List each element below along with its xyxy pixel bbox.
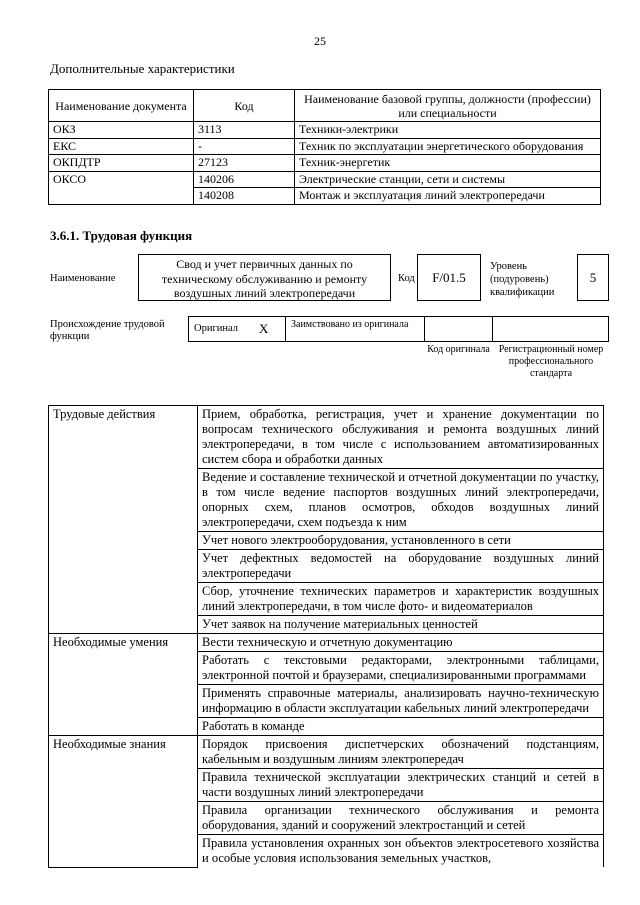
cell-doc: ОКПДТР (49, 155, 194, 172)
list-item: Правила организации технического обслуживания и ремонта оборудования, зданий и сооружений электростанций и сетей (198, 802, 604, 835)
cell-code: 140206 (194, 171, 295, 188)
list-item: Ведение и составление технической и отчетной документации по участку, в том числе ведение паспортов воздушных линий электропередачи, опорных схем, планов осмотров, обходов воздушных линий электропередачи, схем подъезда к ним (198, 469, 604, 532)
list-item: Учет заявок на получение материальных ценностей (198, 616, 604, 634)
code-original-cell (424, 316, 493, 342)
category-required-skills: Необходимые умения (49, 634, 198, 736)
table-header-row (49, 90, 601, 122)
cell-name: Техники-электрики (295, 122, 601, 139)
code-box (417, 254, 481, 301)
origin-label: Происхождение трудовой функции (50, 319, 165, 342)
table-row (49, 634, 604, 652)
category-required-knowledge: Необходимые знания (49, 736, 198, 868)
cell-code: - (194, 138, 295, 155)
additional-characteristics-table (48, 89, 601, 205)
cell-doc: ОКСО (49, 171, 194, 204)
header-document: Наименование документа (49, 90, 194, 122)
additional-characteristics-title: Дополнительные характеристики (50, 61, 235, 76)
labor-function-table (48, 405, 604, 868)
level-box (577, 254, 609, 301)
borrowed-label: Заимствовано из оригинала (291, 319, 409, 330)
cell-code: 3113 (194, 122, 295, 139)
level-label: Уровень (подуровень) квалификации (490, 261, 555, 298)
cell-code: 27123 (194, 155, 295, 172)
list-item: Работать с текстовыми редакторами, электронными таблицами, электронной почтой и браузерами, специализированными программами (198, 652, 604, 685)
list-item: Правила технической эксплуатации электрических станций и сетей в части воздушных линий электропередачи (198, 769, 604, 802)
header-code: Код (194, 90, 295, 122)
cell-name: Электрические станции, сети и системы (295, 171, 601, 188)
category-labor-actions: Трудовые действия (49, 406, 198, 634)
code-original-label: Код оригинала (427, 344, 490, 355)
cell-name: Техник по эксплуатации энергетического оборудования (295, 138, 601, 155)
header-group-name: Наименование базовой группы, должности (профессии) или специальности (295, 90, 601, 122)
cell-name: Техник-энергетик (295, 155, 601, 172)
list-item: Применять справочные материалы, анализировать научно-техническую информацию в области эксплуатации кабельных линий электропередачи (198, 685, 604, 718)
borrowed-cell (285, 316, 425, 342)
table-row (49, 406, 604, 469)
table-row (49, 736, 604, 769)
code-value: F/01.5 (432, 270, 466, 285)
list-item: Правила установления охранных зон объектов электросетевого хозяйства и особые условия использования земельных участков, (198, 835, 604, 868)
table-row (49, 171, 601, 188)
cell-name: Монтаж и эксплуатация линий электропередачи (295, 188, 601, 205)
original-label: Оригинал (194, 323, 238, 334)
list-item: Сбор, уточнение технических параметров и характеристик воздушных линий электропередачи, в том числе фото- и видеоматериалов (198, 583, 604, 616)
list-item: Учет дефектных ведомостей на оборудование воздушных линий электропередачи (198, 550, 604, 583)
list-item: Учет нового электрооборудования, установленного в сети (198, 532, 604, 550)
table-row (49, 155, 601, 172)
reg-number-cell (492, 316, 609, 342)
cell-doc: ОКЗ (49, 122, 194, 139)
name-label: Наименование (50, 273, 116, 284)
code-label: Код (398, 273, 415, 284)
section-title: 3.6.1. Трудовая функция (50, 228, 193, 243)
list-item: Вести техническую и отчетную документацию (198, 634, 604, 652)
function-name-box: Свод и учет первичных данных по техническому обслуживанию и ремонту воздушных линий электропередачи (138, 254, 391, 301)
cell-code: 140208 (194, 188, 295, 205)
list-item: Работать в команде (198, 718, 604, 736)
original-cell (188, 316, 286, 342)
list-item: Прием, обработка, регистрация, учет и хранение документации по вопросам технического обслуживания и ремонта воздушных линий электропередачи, в том числе с использованием автоматизированных систем сбора и обработки данных (198, 406, 604, 469)
table-row (49, 138, 601, 155)
page-number: 25 (314, 34, 326, 48)
original-mark: X (259, 321, 269, 336)
table-row (49, 122, 601, 139)
list-item: Порядок присвоения диспетчерских обозначений подстанциям, кабельным и воздушным линиям электропередач (198, 736, 604, 769)
reg-number-label: Регистрационный номер профессионального стандарта (498, 344, 604, 379)
cell-doc: ЕКС (49, 138, 194, 155)
level-value: 5 (589, 270, 597, 285)
